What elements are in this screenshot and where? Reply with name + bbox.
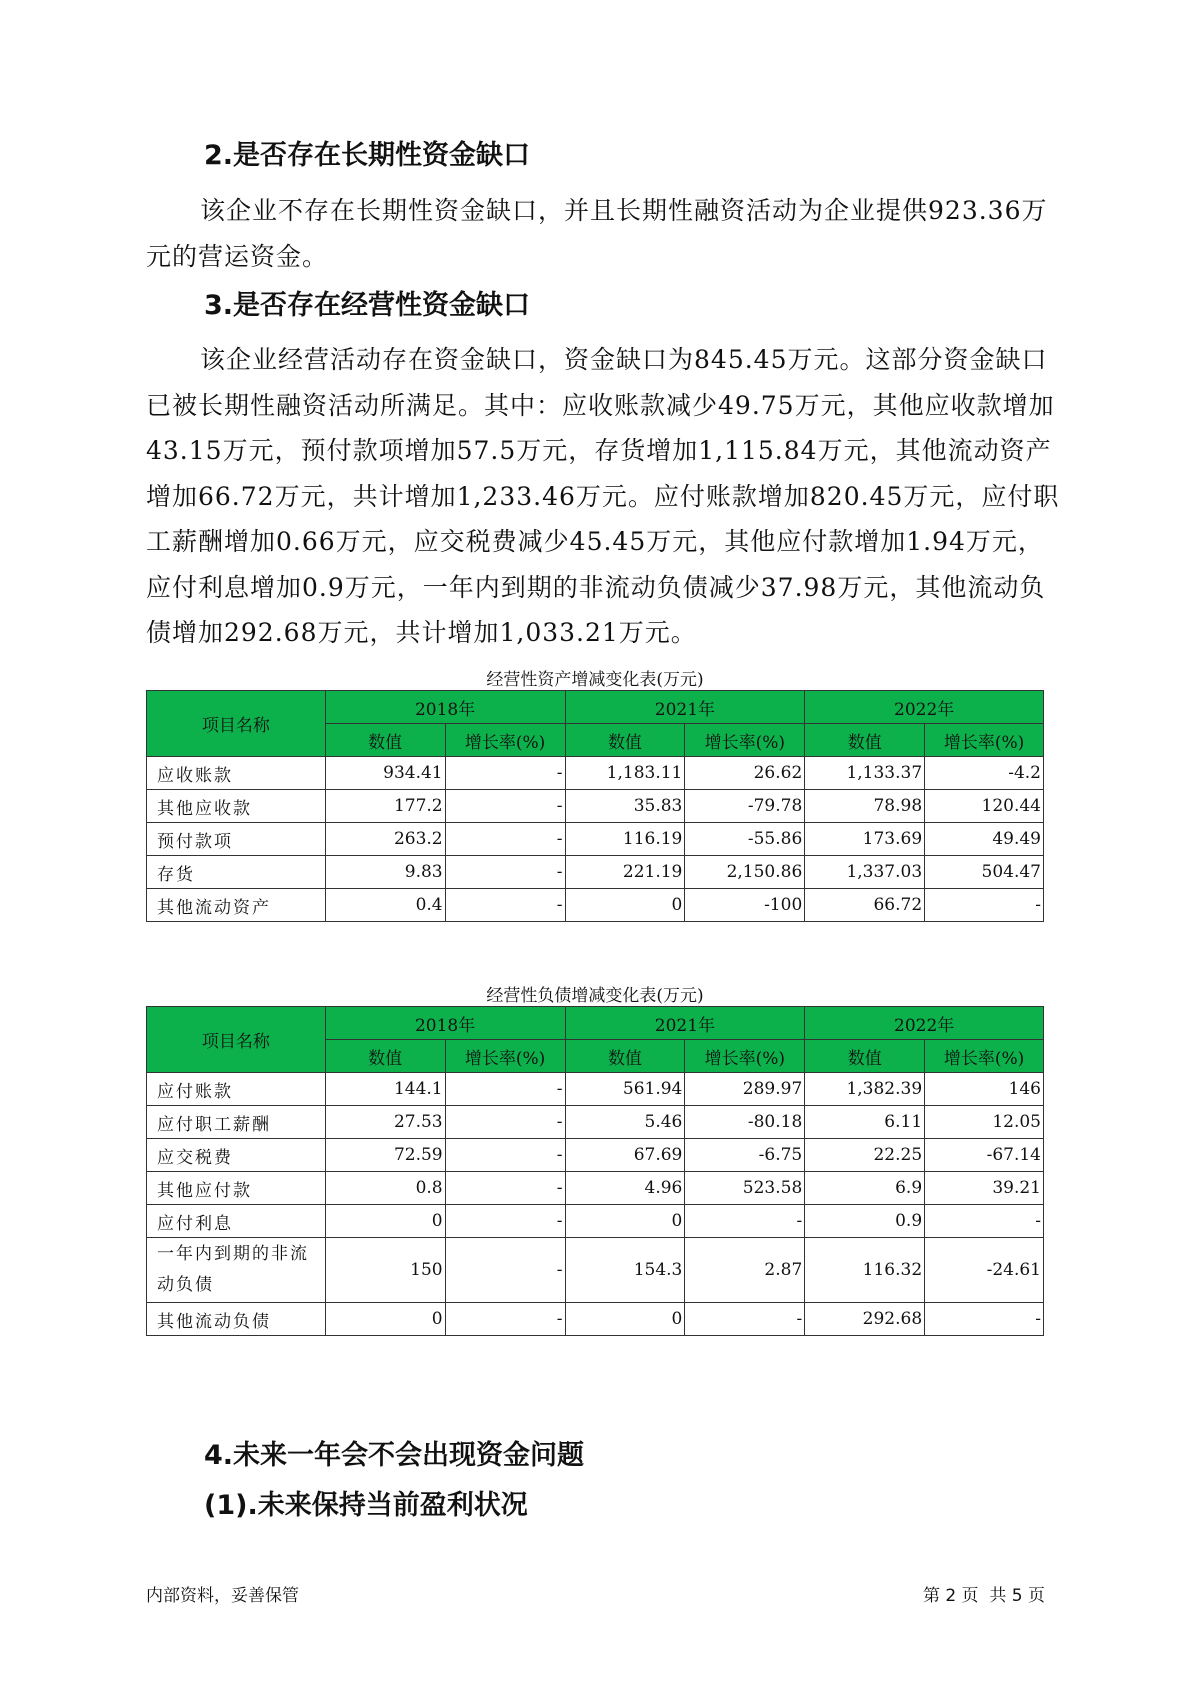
cell: 12.05 <box>925 1106 1044 1139</box>
row-name: 预付款项 <box>147 823 326 856</box>
row-name: 一年内到期的非流动负债 <box>147 1238 326 1303</box>
row-name: 应付利息 <box>147 1205 326 1238</box>
cell: -55.86 <box>685 823 805 856</box>
year-header: 2021年 <box>565 691 805 724</box>
cell: -24.61 <box>925 1238 1044 1303</box>
year-header: 2021年 <box>565 1007 805 1040</box>
section-2-text: 该企业不存在长期性资金缺口，并且长期性融资活动为企业提供923.36万元的营运资金。 <box>146 196 1048 271</box>
cell: 4.96 <box>565 1172 685 1205</box>
value-header: 数值 <box>565 724 685 757</box>
cell: - <box>685 1205 805 1238</box>
cell: 561.94 <box>565 1073 685 1106</box>
growth-header: 增长率(%) <box>445 724 565 757</box>
asset-table-caption: 经营性资产增减变化表(万元) <box>486 670 704 690</box>
cell: 177.2 <box>325 790 445 823</box>
cell: 22.25 <box>805 1139 925 1172</box>
table-row <box>147 856 1044 889</box>
cell: 0.4 <box>325 889 445 922</box>
cell: 27.53 <box>325 1106 445 1139</box>
cell: 6.9 <box>805 1172 925 1205</box>
cell: -79.78 <box>685 790 805 823</box>
section-4-subheading: (1).未来保持当前盈利状况 <box>204 1490 528 1521</box>
value-header: 数值 <box>805 724 925 757</box>
cell: - <box>445 1073 565 1106</box>
value-header: 数值 <box>325 1040 445 1073</box>
liability-table-caption: 经营性负债增减变化表(万元) <box>486 986 704 1006</box>
row-name: 应付账款 <box>147 1073 326 1106</box>
cell: 504.47 <box>925 856 1044 889</box>
cell: 116.19 <box>565 823 685 856</box>
value-header: 数值 <box>805 1040 925 1073</box>
asset-change-table <box>146 690 1044 922</box>
cell: 72.59 <box>325 1139 445 1172</box>
cell: -67.14 <box>925 1139 1044 1172</box>
table-row <box>147 1238 1044 1303</box>
cell: - <box>445 1172 565 1205</box>
cell: 1,337.03 <box>805 856 925 889</box>
section-3-heading: 3.是否存在经营性资金缺口 <box>204 290 531 321</box>
cell: 0.9 <box>805 1205 925 1238</box>
row-name: 应付职工薪酬 <box>147 1106 326 1139</box>
cell: - <box>445 790 565 823</box>
table-row <box>147 1205 1044 1238</box>
cell: 35.83 <box>565 790 685 823</box>
cell: 0.8 <box>325 1172 445 1205</box>
cell: 0 <box>565 1205 685 1238</box>
cell: 1,382.39 <box>805 1073 925 1106</box>
year-header: 2018年 <box>325 1007 565 1040</box>
growth-header: 增长率(%) <box>685 724 805 757</box>
cell: - <box>445 1303 565 1336</box>
cell: - <box>445 1205 565 1238</box>
cell: 173.69 <box>805 823 925 856</box>
cell: -80.18 <box>685 1106 805 1139</box>
cell: 150 <box>325 1238 445 1303</box>
row-name: 存货 <box>147 856 326 889</box>
header-row <box>147 691 1044 724</box>
table-row <box>147 889 1044 922</box>
table-row <box>147 1303 1044 1336</box>
row-name: 应收账款 <box>147 757 326 790</box>
cell: 289.97 <box>685 1073 805 1106</box>
cell: 49.49 <box>925 823 1044 856</box>
cell: 26.62 <box>685 757 805 790</box>
cell: 523.58 <box>685 1172 805 1205</box>
cell: - <box>445 889 565 922</box>
cell: - <box>445 823 565 856</box>
cell: 1,183.11 <box>565 757 685 790</box>
cell: - <box>685 1303 805 1336</box>
item-name-header: 项目名称 <box>147 1007 326 1073</box>
cell: 221.19 <box>565 856 685 889</box>
cell: 6.11 <box>805 1106 925 1139</box>
cell: 2.87 <box>685 1238 805 1303</box>
growth-header: 增长率(%) <box>925 1040 1044 1073</box>
section-3-text: 该企业经营活动存在资金缺口，资金缺口为845.45万元。这部分资金缺口已被长期性融资活动所满足。其中：应收账款减少49.75万元，其他应收款增加43.15万元，预付款项增加57.5万元，存货增加1,115.84万元，其他流动资产增加66.72万元，共计增加1,233.46万元。应付账款增加820.45万元，应付职工薪酬增加0.66万元，应交税费减少45.45万元，其他应付款增加1.94万元，应付利息增加0.9万元，一年内到期的非流动负债减少37.98万元，其他流动负债增加292.68万元，共计增加1,033.21万元。 <box>146 345 1060 647</box>
cell: 0 <box>325 1303 445 1336</box>
row-name: 其他应付款 <box>147 1172 326 1205</box>
growth-header: 增长率(%) <box>925 724 1044 757</box>
cell: - <box>445 1106 565 1139</box>
cell: 144.1 <box>325 1073 445 1106</box>
cell: 0 <box>565 889 685 922</box>
cell: - <box>925 1205 1044 1238</box>
table-row <box>147 823 1044 856</box>
footer-confidential-note: 内部资料，妥善保管 <box>146 1586 299 1606</box>
header-row <box>147 1007 1044 1040</box>
row-name: 其他流动资产 <box>147 889 326 922</box>
section-2-heading: 2.是否存在长期性资金缺口 <box>204 140 531 171</box>
cell: 66.72 <box>805 889 925 922</box>
growth-header: 增长率(%) <box>445 1040 565 1073</box>
cell: - <box>445 1139 565 1172</box>
cell: 116.32 <box>805 1238 925 1303</box>
cell: 120.44 <box>925 790 1044 823</box>
cell: 146 <box>925 1073 1044 1106</box>
cell: - <box>445 856 565 889</box>
footer-page-number: 第 2 页 共 5 页 <box>922 1586 1045 1606</box>
cell: 1,133.37 <box>805 757 925 790</box>
cell: -100 <box>685 889 805 922</box>
cell: 2,150.86 <box>685 856 805 889</box>
year-header: 2022年 <box>805 691 1044 724</box>
cell: 39.21 <box>925 1172 1044 1205</box>
table-row <box>147 757 1044 790</box>
cell: - <box>445 1238 565 1303</box>
table-row <box>147 790 1044 823</box>
cell: 934.41 <box>325 757 445 790</box>
liability-change-table <box>146 1006 1044 1336</box>
cell: - <box>925 1303 1044 1336</box>
cell: 263.2 <box>325 823 445 856</box>
cell: - <box>445 757 565 790</box>
cell: 154.3 <box>565 1238 685 1303</box>
year-header: 2018年 <box>325 691 565 724</box>
cell: 9.83 <box>325 856 445 889</box>
cell: -4.2 <box>925 757 1044 790</box>
value-header: 数值 <box>565 1040 685 1073</box>
section-4-heading: 4.未来一年会不会出现资金问题 <box>204 1440 585 1471</box>
cell: 67.69 <box>565 1139 685 1172</box>
growth-header: 增长率(%) <box>685 1040 805 1073</box>
table-row <box>147 1073 1044 1106</box>
cell: -6.75 <box>685 1139 805 1172</box>
row-name: 其他流动负债 <box>147 1303 326 1336</box>
row-name: 其他应收款 <box>147 790 326 823</box>
cell: 0 <box>325 1205 445 1238</box>
value-header: 数值 <box>325 724 445 757</box>
cell: 5.46 <box>565 1106 685 1139</box>
year-header: 2022年 <box>805 1007 1044 1040</box>
cell: 0 <box>565 1303 685 1336</box>
item-name-header: 项目名称 <box>147 691 326 757</box>
cell: - <box>925 889 1044 922</box>
table-row <box>147 1139 1044 1172</box>
cell: 78.98 <box>805 790 925 823</box>
table-row <box>147 1106 1044 1139</box>
table-row <box>147 1172 1044 1205</box>
cell: 292.68 <box>805 1303 925 1336</box>
row-name: 应交税费 <box>147 1139 326 1172</box>
